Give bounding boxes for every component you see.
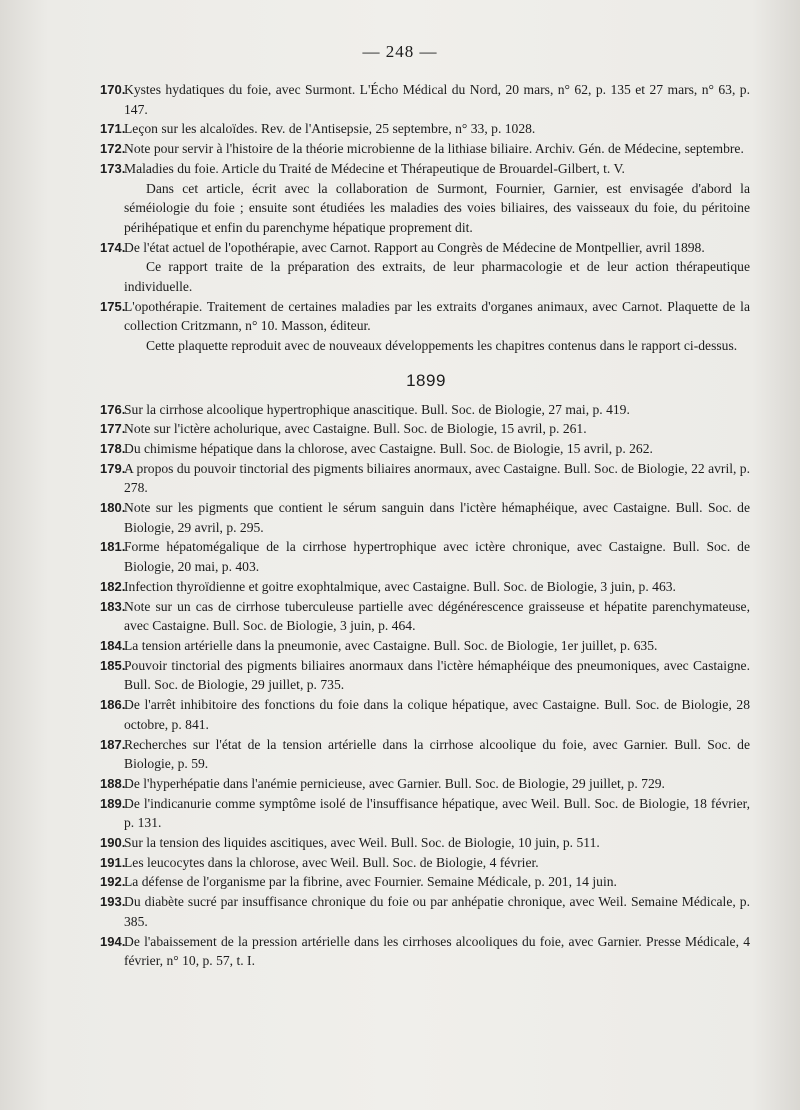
entry-text: Note sur l'ictère acholurique, avec Castaigne. Bull. Soc. de Biologie, 15 avril, p. 261.	[124, 421, 587, 437]
entry-number: 192.	[100, 874, 126, 890]
entry-text: Sur la cirrhose alcoolique hypertrophique anascitique. Bull. Soc. de Biologie, 27 mai, p. 419.	[124, 401, 630, 417]
bibliography-entry	[102, 419, 750, 439]
entry-text: La défense de l'organisme par la fibrine, avec Fournier. Semaine Médicale, p. 201, 14 juin.	[124, 874, 617, 890]
entry-text: L'opothérapie. Traitement de certaines maladies par les extraits d'organes animaux, avec Carnot. Plaquette de la collection Critzmann, n° 10. Masson, éditeur.	[124, 298, 750, 334]
entry-number: 179.	[100, 460, 126, 476]
page-number: — 248 —	[362, 42, 438, 61]
entry-note: Ce rapport traite de la préparation des extraits, de leur pharmacologie et de leur action thérapeutique individuelle.	[124, 259, 750, 295]
entry-text: De l'hyperhépatie dans l'anémie pernicieuse, avec Garnier. Bull. Soc. de Biologie, 29 juillet, p. 729.	[124, 775, 665, 791]
bibliography-entry	[102, 656, 750, 695]
bibliography-entry	[102, 932, 750, 971]
bibliography-entry	[102, 853, 750, 873]
entry-number: 178.	[100, 440, 126, 456]
entry-text: De l'indicanurie comme symptôme isolé de l'insuffisance hépatique, avec Weil. Bull. Soc. de Biologie, 18 février, p. 131.	[124, 795, 750, 831]
entry-note: Dans cet article, écrit avec la collaboration de Surmont, Fournier, Garnier, est envisagée d'abord la séméiologie du foie ; ensuite sont étudiées les maladies des voies biliaires, des vaisseaux du foie, du péritoine périhépatique et enfin du parenchyme hépatique proprement dit.	[124, 180, 750, 235]
bibliography-entry	[102, 892, 750, 931]
entries-after	[102, 400, 750, 971]
entry-number: 185.	[100, 657, 126, 673]
bibliography-entry	[102, 80, 750, 119]
entries-before	[102, 80, 750, 356]
entry-number: 193.	[100, 894, 126, 910]
bibliography-entry	[102, 297, 750, 336]
bibliography-entry	[102, 597, 750, 636]
bibliography-entry	[102, 159, 750, 179]
entry-text: Maladies du foie. Article du Traité de Médecine et Thérapeutique de Brouardel-Gilbert, t. V.	[124, 160, 625, 176]
entry-text: La tension artérielle dans la pneumonie, avec Castaigne. Bull. Soc. de Biologie, 1er juillet, p. 635.	[124, 637, 658, 653]
entry-number: 170.	[100, 82, 126, 97]
bibliography-entry	[102, 459, 750, 498]
entry-text: Du diabète sucré par insuffisance chronique du foie ou par anhépatie chronique, avec Weil. Semaine Médicale, p. 385.	[124, 894, 750, 929]
bibliography-entry	[102, 139, 750, 159]
bibliography-entry	[102, 400, 750, 420]
entry-number: 172.	[100, 141, 126, 157]
bibliography-entry	[102, 577, 750, 597]
bibliography-entry	[102, 833, 750, 853]
bibliography-entry	[102, 774, 750, 794]
entry-number: 176.	[100, 401, 126, 417]
entry-number: 174.	[100, 239, 126, 255]
entry-number: 182.	[100, 578, 126, 594]
entry-number: 181.	[100, 539, 126, 555]
entry-number: 186.	[100, 697, 126, 713]
entry-text: De l'état actuel de l'opothérapie, avec Carnot. Rapport au Congrès de Médecine de Montpellier, avril 1898.	[124, 239, 705, 255]
entry-number: 191.	[100, 854, 126, 870]
entry-number: 188.	[100, 775, 126, 791]
entry-text: De l'arrêt inhibitoire des fonctions du foie dans la colique hépatique, avec Castaigne. Bull. Soc. de Biologie, 28 octobre, p. 841.	[124, 697, 750, 732]
bibliography	[102, 80, 750, 971]
entry-number: 184.	[100, 637, 126, 653]
entry-text: Du chimisme hépatique dans la chlorose, avec Castaigne. Bull. Soc. de Biologie, 15 avril, p. 262.	[124, 440, 653, 456]
entry-text: Leçon sur les alcaloïdes. Rev. de l'Antisepsie, 25 septembre, n° 33, p. 1028.	[124, 121, 536, 137]
entry-text: Note sur les pigments que contient le sérum sanguin dans l'ictère hémaphéique, avec Castaigne. Bull. Soc. de Biologie, 29 avril, p. 295.	[124, 500, 750, 535]
bibliography-entry	[102, 636, 750, 656]
entry-text: Note pour servir à l'histoire de la théorie microbienne de la lithiase biliaire. Archiv. Gén. de Médecine, septembre.	[124, 141, 744, 157]
bibliography-entry	[102, 498, 750, 537]
entry-number: 189.	[100, 795, 126, 811]
entry-text: Sur la tension des liquides ascitiques, avec Weil. Bull. Soc. de Biologie, 10 juin, p. 511.	[124, 835, 600, 851]
entry-text: Note sur un cas de cirrhose tuberculeuse partielle avec dégénérescence graisseuse et hépatite parenchymateuse, avec Castaigne. Bull. Soc. de Biologie, 3 juin, p. 464.	[124, 598, 750, 634]
entry-note: Cette plaquette reproduit avec de nouveaux développements les chapitres contenus dans le rapport ci-dessus.	[146, 338, 738, 354]
entry-number: 190.	[100, 835, 126, 851]
entry-number: 183.	[100, 598, 126, 614]
entry-number: 171.	[100, 121, 126, 137]
entry-number: 177.	[100, 421, 126, 437]
bibliography-entry	[102, 872, 750, 892]
bibliography-entry	[102, 238, 750, 258]
entry-text: A propos du pouvoir tinctorial des pigments biliaires anormaux, avec Castaigne. Bull. Soc. de Biologie, 22 avril, p. 278.	[124, 460, 750, 496]
entry-text: Forme hépatomégalique de la cirrhose hypertrophique avec ictère chronique, avec Castaigne. Bull. Soc. de Biologie, 20 mai, p. 403.	[124, 539, 750, 575]
entry-text: Infection thyroïdienne et goitre exophtalmique, avec Castaigne. Bull. Soc. de Biologie, 3 juin, p. 463.	[124, 578, 676, 594]
bibliography-entry	[102, 119, 750, 139]
bibliography-entry	[102, 537, 750, 576]
entry-text: De l'abaissement de la pression artérielle dans les cirrhoses alcooliques du foie, avec Garnier. Presse Médicale, 4 février, n° 10, p. 57, t. I.	[124, 933, 750, 969]
bibliography-entry	[102, 735, 750, 774]
bibliography-entry	[102, 695, 750, 734]
entry-text: Pouvoir tinctorial des pigments biliaires anormaux dans l'ictère hémaphéique des pneumoniques, avec Castaigne. Bull. Soc. de Biologie, 29 juillet, p. 735.	[124, 657, 750, 693]
entry-number: 187.	[100, 736, 126, 752]
bibliography-entry	[102, 794, 750, 833]
entry-text: Recherches sur l'état de la tension artérielle dans la cirrhose alcoolique du foie, avec Garnier. Bull. Soc. de Biologie, p. 59.	[124, 736, 750, 772]
entry-number: 194.	[100, 933, 126, 949]
entry-number: 180.	[100, 500, 126, 516]
entry-text: Kystes hydatiques du foie, avec Surmont. L'Écho Médical du Nord, 20 mars, n° 62, p. 135 et 27 mars, n° 63, p. 147.	[124, 82, 750, 117]
entry-number: 173.	[100, 160, 126, 176]
bibliography-entry	[102, 439, 750, 459]
entry-number: 175.	[100, 298, 126, 314]
entry-text: Les leucocytes dans la chlorose, avec Weil. Bull. Soc. de Biologie, 4 février.	[124, 854, 539, 870]
year-heading: 1899	[406, 370, 446, 390]
